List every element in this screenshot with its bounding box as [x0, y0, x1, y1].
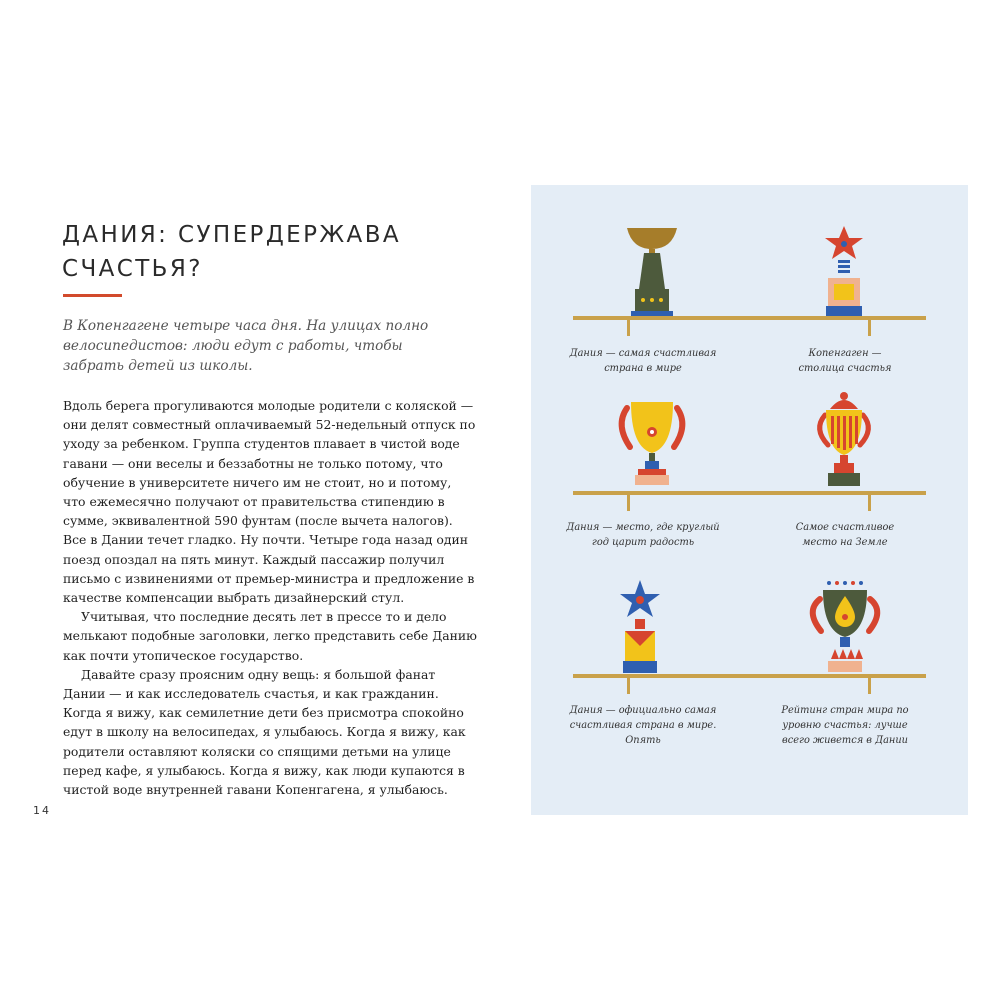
caption-4: Самое счастливое место на Земле — [795, 522, 895, 548]
star-trophy-icon — [825, 226, 863, 316]
shelf-2 — [573, 491, 926, 511]
shelf-1 — [573, 316, 926, 336]
caption-2: Копенгаген — столица счастья — [798, 348, 892, 374]
caption-3: Дания — место, где круглый год царит радость — [566, 522, 720, 548]
body-paragraph-3: Давайте сразу проясним одну вещь: я большой фанат Дании — и как исследователь счастья, и как гражданин. Когда я вижу, как семилетние дети без присмотра спокойно едут в школу на велосипедах, я улыбаюсь. Когда я вижу, как родители оставляют коляски со спящими детьми на улице перед кафе, я улыбаюсь. Когда я вижу, как люди купаются в чистой воде внутренней гавани Копенгагена, я улыбаюсь. — [63, 666, 466, 798]
bowl-trophy-icon — [627, 228, 677, 316]
page-title: ДАНИЯ: СУПЕРДЕРЖАВА СЧАСТЬЯ? — [62, 222, 402, 282]
body-text — [63, 396, 477, 799]
caption-5: Дания — официально самая счастливая страна в мире. Опять — [569, 705, 717, 746]
yellow-cup-trophy-icon — [622, 402, 683, 485]
caption-1: Дания — самая счастливая страна в мире — [569, 348, 717, 374]
lead-paragraph: В Копенгагене четыре часа дня. На улицах полно велосипедистов: люди едут с работы, чтобы забрать детей из школы. — [63, 318, 429, 374]
caption-6: Рейтинг стран мира по уровню счастья: лучше всего живется в Дании — [781, 705, 909, 746]
ornate-cup-trophy-icon — [820, 392, 869, 486]
page-number: 14 — [33, 804, 51, 817]
title-underline — [63, 294, 122, 297]
shelf-3 — [573, 674, 926, 694]
blue-star-trophy-icon — [620, 580, 660, 673]
trophy-illustration-panel — [531, 185, 968, 815]
drop-cup-trophy-icon — [813, 581, 878, 672]
body-paragraph-2: Учитывая, что последние десять лет в прессе то и дело мелькают подобные заголовки, легко представить себе Данию как почти утопическое государство. — [63, 609, 477, 663]
body-paragraph-1: Вдоль берега прогуливаются молодые родители с коляской — они делят совместный оплачиваемый 52-недельный отпуск по уходу за ребенком. Группа студентов плавает в чистой воде гавани — они веселы и беззаботны не только потому, что обучение в университете ничего им не стоит, но и потому, что ежемесячно получают от правительства стипендию в сумме, эквивалентной 590 фунтам (после вычета налогов). Все в Дании течет гладко. Ну почти. Четыре года назад один поезд опоздал на пять минут. Каждый пассажир получил письмо с извинениями от премьер-министра и предложение в качестве компенсации выбрать дизайнерский стул. — [63, 398, 476, 606]
